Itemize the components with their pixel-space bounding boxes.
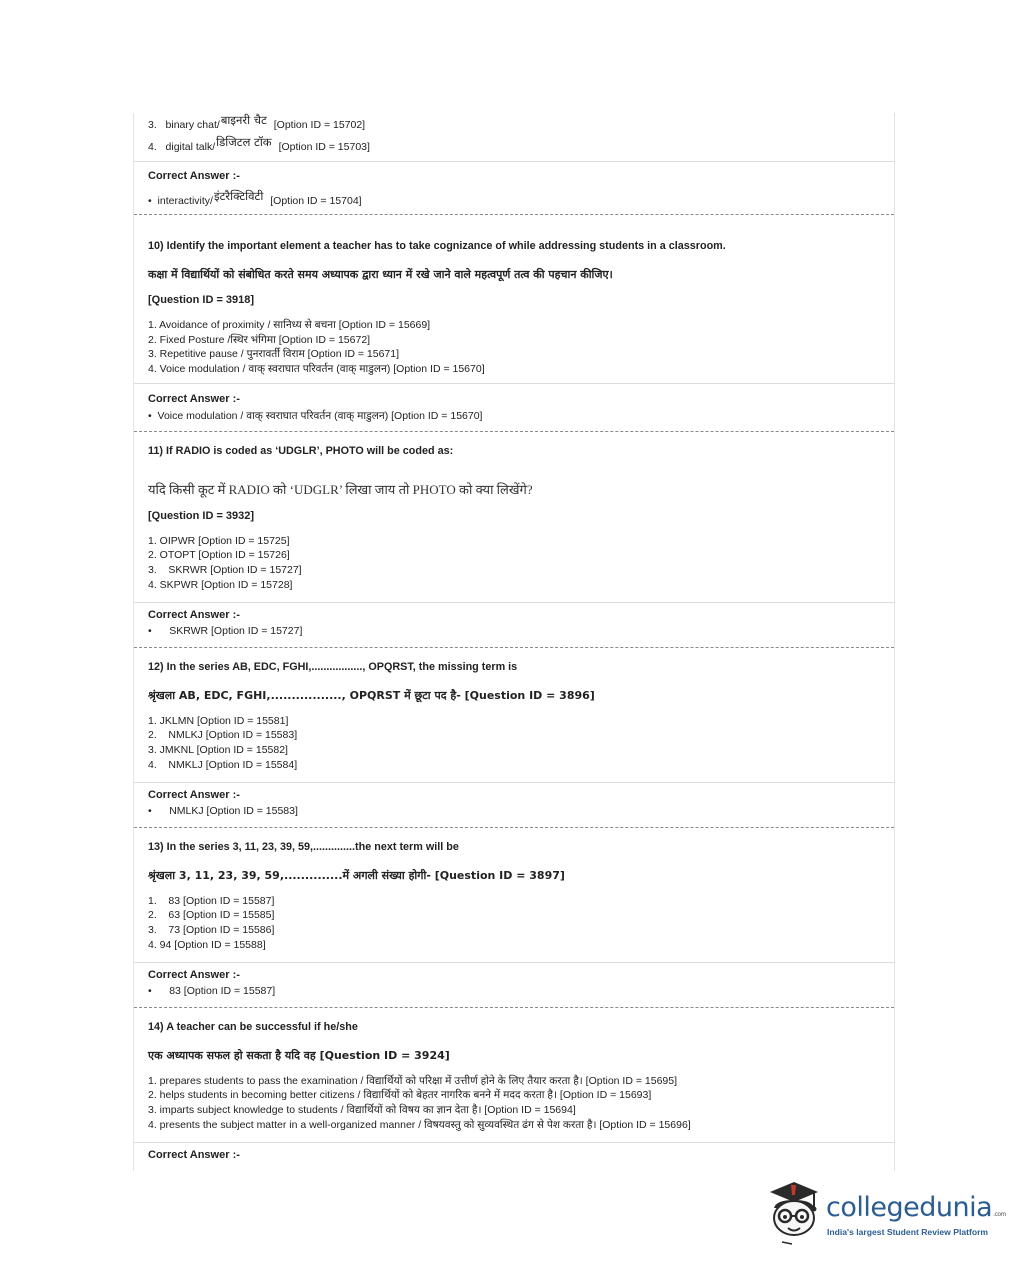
divider (134, 782, 894, 783)
q10-answer: • Voice modulation / वाक् स्वराघात परिवर्तन (वाक् माडुलन) [Option ID = 15670] (148, 410, 483, 422)
q10-option-2: 2. Fixed Posture /स्थिर भंगिमा [Option ID = 15672] (148, 334, 371, 346)
student-mascot-icon (762, 1178, 824, 1248)
q14-option-1: 1. prepares students to pass the examination / विद्यार्थियों को परिक्षा में उत्तीर्ण होने के लिए तैयार करता है। [Option ID = 15695] (148, 1075, 678, 1087)
q12-option-2: 2. NMLKJ [Option ID = 15583] (148, 729, 298, 741)
divider (134, 161, 894, 162)
q9-option-3: 3. binary chat/बाइनरी चैट [Option ID = 15702] (148, 113, 366, 131)
q13-option-1: 1. 83 [Option ID = 15587] (148, 895, 275, 907)
q11-option-3: 3. SKRWR [Option ID = 15727] (148, 564, 302, 576)
q12-answer: • NMLKJ [Option ID = 15583] (148, 805, 298, 817)
question-divider (134, 827, 894, 828)
q11-answer: • SKRWR [Option ID = 15727] (148, 625, 303, 637)
q14-option-3: 3. imparts subject knowledge to students / विद्यार्थियों को विषय का ज्ञान देता है। [Option ID = 15694] (148, 1104, 576, 1116)
q9-option-4: 4. digital talk/डिजिटल टॉक [Option ID = 15703] (148, 135, 370, 153)
q13-question-hindi: श्रृंखला 3, 11, 23, 39, 59,..............में अगली संख्या होगी- [Question ID = 3897] (148, 869, 565, 882)
logo-tagline: India's largest Student Review Platform (827, 1227, 989, 1237)
q12-question-hindi: श्रृंखला AB, EDC, FGHI,................., OPQRST में छूटा पद है- [Question ID = 3896] (148, 689, 595, 702)
q12-option-1: 1. JKLMN [Option ID = 15581] (148, 715, 289, 727)
answer-key-sheet (133, 113, 895, 1171)
q11-option-1: 1. OIPWR [Option ID = 15725] (148, 535, 290, 547)
q11-option-4: 4. SKPWR [Option ID = 15728] (148, 579, 293, 591)
question-divider (134, 647, 894, 648)
q12-option-3: 3. JMKNL [Option ID = 15582] (148, 744, 288, 756)
q10-option-4: 4. Voice modulation / वाक् स्वराघात परिवर्तन (वाक् माडुलन) [Option ID = 15670] (148, 363, 485, 375)
q10-question: 10) Identify the important element a teacher has to take cognizance of while addressing students in a classroom. (148, 240, 726, 252)
question-divider (134, 1007, 894, 1008)
question-divider (134, 431, 894, 432)
q12-correct-label: Correct Answer :- (148, 789, 240, 801)
q10-correct-label: Correct Answer :- (148, 393, 240, 405)
q13-option-2: 2. 63 [Option ID = 15585] (148, 909, 275, 921)
q11-question-hindi: यदि किसी कूट में RADIO को ‘UDGLR’ लिखा जाय तो PHOTO को क्या लिखेंगे? (148, 482, 533, 497)
q14-option-2: 2. helps students in becoming better citizens / विद्यार्थियों को बेहतर नागरिक बनने में मदद करता है। [Option ID = 15693] (148, 1089, 652, 1101)
q13-option-3: 3. 73 [Option ID = 15586] (148, 924, 275, 936)
logo-wordmark: collegedunia.com (826, 1192, 1006, 1223)
q10-question-hindi: कक्षा में विद्यार्थियों को संबोधित करते समय अध्यापक द्वारा ध्यान में रखे जाने वाले महत्वपूर्ण तत्व की पहचान कीजिए। (148, 268, 613, 281)
q14-question-hindi: एक अध्यापक सफल हो सकता है यदि वह [Question ID = 3924] (148, 1049, 450, 1062)
q11-option-2: 2. OTOPT [Option ID = 15726] (148, 549, 290, 561)
q10-option-1: 1. Avoidance of proximity / सानिध्य से बचना [Option ID = 15669] (148, 319, 431, 331)
q13-correct-label: Correct Answer :- (148, 969, 240, 981)
q12-question: 12) In the series AB, EDC, FGHI,................., OPQRST, the missing term is (148, 661, 518, 673)
q11-correct-label: Correct Answer :- (148, 609, 240, 621)
q9-answer: • interactivity/इंटरैक्टिविटी [Option ID = 15704] (148, 189, 362, 207)
divider (134, 383, 894, 384)
divider (134, 602, 894, 603)
q13-answer: • 83 [Option ID = 15587] (148, 985, 276, 997)
q13-option-4: 4. 94 [Option ID = 15588] (148, 939, 266, 951)
q10-question-id: [Question ID = 3918] (148, 294, 255, 306)
q11-question-id: [Question ID = 3932] (148, 510, 255, 522)
question-divider (134, 214, 894, 215)
q14-correct-label: Correct Answer :- (148, 1149, 240, 1161)
q9-correct-label: Correct Answer :- (148, 170, 240, 182)
q14-option-4: 4. presents the subject matter in a well-organized manner / विषयवस्तु को सुव्यवस्थित ढंग से पेश करता है। [Option ID = 15696] (148, 1119, 691, 1131)
divider (134, 962, 894, 963)
q14-question: 14) A teacher can be successful if he/she (148, 1021, 358, 1033)
q13-question: 13) In the series 3, 11, 23, 39, 59,..............the next term will be (148, 841, 459, 853)
collegedunia-logo[interactable] (762, 1178, 1006, 1248)
q12-option-4: 4. NMKLJ [Option ID = 15584] (148, 759, 298, 771)
divider (134, 1142, 894, 1143)
q11-question: 11) If RADIO is coded as ‘UDGLR’, PHOTO will be coded as: (148, 445, 454, 457)
q10-option-3: 3. Repetitive pause / पुनरावर्ती विराम [Option ID = 15671] (148, 348, 400, 360)
